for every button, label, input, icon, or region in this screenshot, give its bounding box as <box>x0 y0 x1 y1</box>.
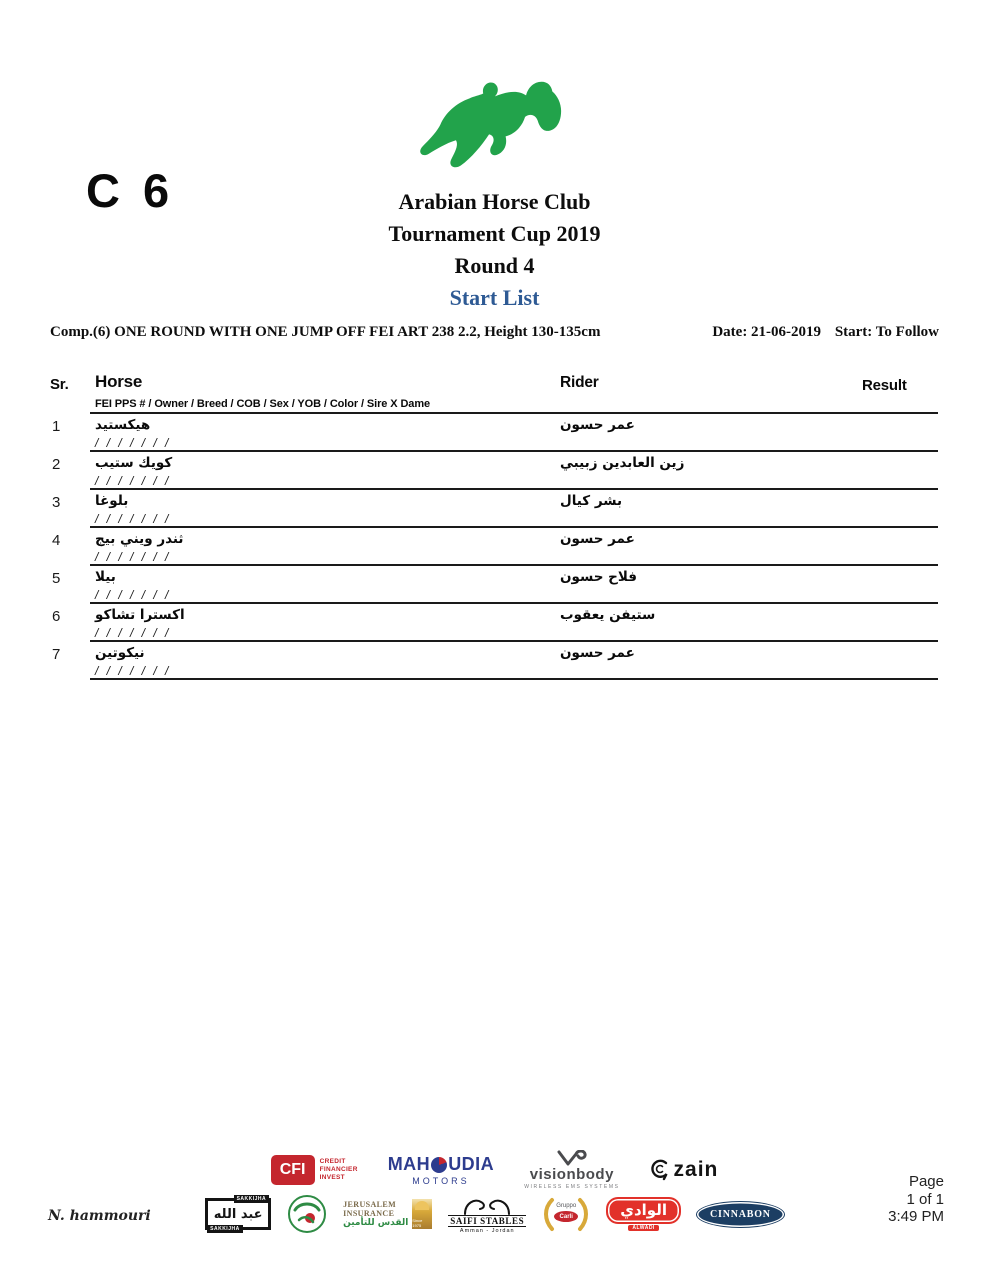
visionbody-tagline: WIRELESS EMS SYSTEMS <box>524 1184 620 1190</box>
row-sr-number: 6 <box>52 608 61 625</box>
zain-name: zain <box>673 1158 719 1181</box>
jerusalem-line2: INSURANCE <box>343 1208 395 1218</box>
zain-swirl-icon <box>650 1158 672 1182</box>
result-cell <box>865 417 938 435</box>
gruppo-carli-logo <box>542 1196 590 1232</box>
table-row <box>52 604 938 642</box>
horse-name: بلوغا <box>95 493 129 509</box>
row-sr-number: 1 <box>52 418 61 435</box>
competition-info-row <box>50 324 939 341</box>
gruppo-text: Gruppo <box>556 1203 577 1209</box>
mahmoudia-emblem-icon <box>431 1157 447 1173</box>
cinnabon-logo <box>697 1202 784 1227</box>
table-row <box>52 642 938 680</box>
table-row <box>52 414 938 452</box>
horse-club-logo-icon <box>412 74 570 186</box>
class-code: C 6 <box>86 164 175 217</box>
alwadi-box-icon <box>606 1197 681 1224</box>
saifi-location: Amman - Jordan <box>459 1227 515 1234</box>
mahmoudia-motors-logo <box>388 1154 495 1186</box>
result-cell <box>865 531 938 549</box>
sakkijha-arabic: عبد الله <box>213 1206 263 1222</box>
cfi-text <box>320 1158 358 1182</box>
page-label: Page <box>908 1173 944 1190</box>
cfi-line3: INVEST <box>319 1174 345 1181</box>
table-row <box>52 490 938 528</box>
column-header-horse: Horse <box>95 372 143 391</box>
horse-name: نيكوتين <box>95 645 145 661</box>
rider-name: بشر كيال <box>560 493 623 509</box>
cfi-line2: FINANCIER <box>319 1166 358 1173</box>
mahmoudia-text-right: UDIA <box>448 1154 495 1174</box>
equestrian-club-emblem-icon <box>287 1194 327 1234</box>
row-sr-number: 5 <box>52 570 61 587</box>
horse-name: هيكستيد <box>95 417 151 433</box>
horse-details-placeholder: / / / / / / / <box>95 626 171 640</box>
horse-details-placeholder: / / / / / / / <box>95 436 171 450</box>
result-cell <box>865 493 938 511</box>
table-row <box>52 528 938 566</box>
visionbody-ribbon-icon <box>555 1150 589 1166</box>
column-header-rider: Rider <box>560 374 599 391</box>
alwadi-logo <box>606 1197 681 1231</box>
result-cell <box>865 455 938 473</box>
horse-details-placeholder: / / / / / / / <box>95 588 171 602</box>
horse-heads-arch-icon <box>459 1195 515 1215</box>
print-time: 3:49 PM <box>888 1208 944 1225</box>
rider-name: عمر حسون <box>560 645 635 661</box>
horse-details-placeholder: / / / / / / / <box>95 474 171 488</box>
date-label: Date: 21-06-2019 <box>712 324 822 340</box>
cinnabon-name: CINNABON <box>697 1202 784 1227</box>
title-block <box>0 186 989 314</box>
rider-name: فلاح حسون <box>560 569 637 585</box>
row-sr-number: 7 <box>52 646 61 663</box>
club-name: Arabian Horse Club <box>398 189 591 214</box>
competition-date <box>712 324 939 341</box>
start-list-table <box>52 412 938 680</box>
result-cell <box>865 645 938 663</box>
mahmoudia-motors-label: MOTORS <box>412 1176 470 1186</box>
saifi-name: SAIFI STABLES <box>450 1215 525 1226</box>
result-cell <box>865 607 938 625</box>
rider-name: زين العابدين زبيبي <box>560 455 685 471</box>
row-sr-number: 4 <box>52 532 61 549</box>
horse-name: بيلا <box>95 569 116 585</box>
horse-name: كويك ستيب <box>95 455 173 471</box>
table-row <box>52 566 938 604</box>
signature: N. hammouri <box>48 1208 151 1224</box>
zain-logo <box>650 1158 719 1182</box>
mahmoudia-text-left: MAH <box>387 1154 431 1174</box>
sakkijha-name-bottom: SAKKIJHA <box>207 1225 243 1233</box>
horse-details-placeholder: / / / / / / / <box>95 664 171 678</box>
event-name: Tournament Cup 2019 <box>388 221 601 246</box>
start-label: Start: To Follow <box>834 324 939 340</box>
alwadi-latin: ALWADI <box>628 1225 658 1231</box>
table-row <box>52 452 938 490</box>
sponsor-logos-row-1 <box>0 1146 989 1194</box>
visionbody-name: visionbody <box>529 1166 614 1183</box>
result-cell <box>865 569 938 587</box>
horse-details-placeholder: / / / / / / / <box>95 512 171 526</box>
column-header-sr: Sr. <box>50 376 69 393</box>
rider-name: عمر حسون <box>560 531 635 547</box>
cfi-logo <box>271 1155 358 1185</box>
round-title: Round 4 <box>454 253 535 278</box>
rider-name: عمر حسون <box>560 417 635 433</box>
row-sr-number: 3 <box>52 494 61 511</box>
horse-name: اكسترا تشاكو <box>95 607 185 623</box>
carli-oval: Carli <box>554 1211 578 1222</box>
sakkijha-logo <box>205 1198 271 1230</box>
cfi-line1: CREDIT <box>319 1158 346 1165</box>
dome-of-rock-icon <box>412 1199 432 1229</box>
alwadi-arabic: الوادي <box>620 1201 667 1219</box>
sakkijha-name-top: SAKKIJHA <box>234 1195 270 1203</box>
column-subheader: FEI PPS # / Owner / Breed / COB / Sex / YOB / Color / Sire X Dame <box>95 398 431 410</box>
horse-name: ثندر ويني بيج <box>95 531 184 547</box>
cfi-box-icon: CFI <box>271 1155 315 1185</box>
row-sr-number: 2 <box>52 456 61 473</box>
column-header-result: Result <box>862 377 907 394</box>
list-title: Start List <box>449 285 540 310</box>
page-info <box>888 1173 944 1226</box>
competition-details: Comp.(6) ONE ROUND WITH ONE JUMP OFF FEI ART 238 2.2, Height 130-135cm <box>50 324 601 340</box>
saifi-stables-logo <box>448 1195 526 1234</box>
jerusalem-insurance-logo <box>343 1199 432 1229</box>
visionbody-logo <box>524 1150 619 1190</box>
rider-name: ستيفن يعقوب <box>560 607 656 623</box>
jerusalem-since: Since 1975 <box>412 1218 423 1228</box>
jerusalem-line1: JERUSALEM <box>343 1199 397 1209</box>
page-number: 1 of 1 <box>906 1190 944 1208</box>
horse-details-placeholder: / / / / / / / <box>95 550 171 564</box>
jerusalem-arabic: القدس للتأمين <box>343 1217 409 1228</box>
